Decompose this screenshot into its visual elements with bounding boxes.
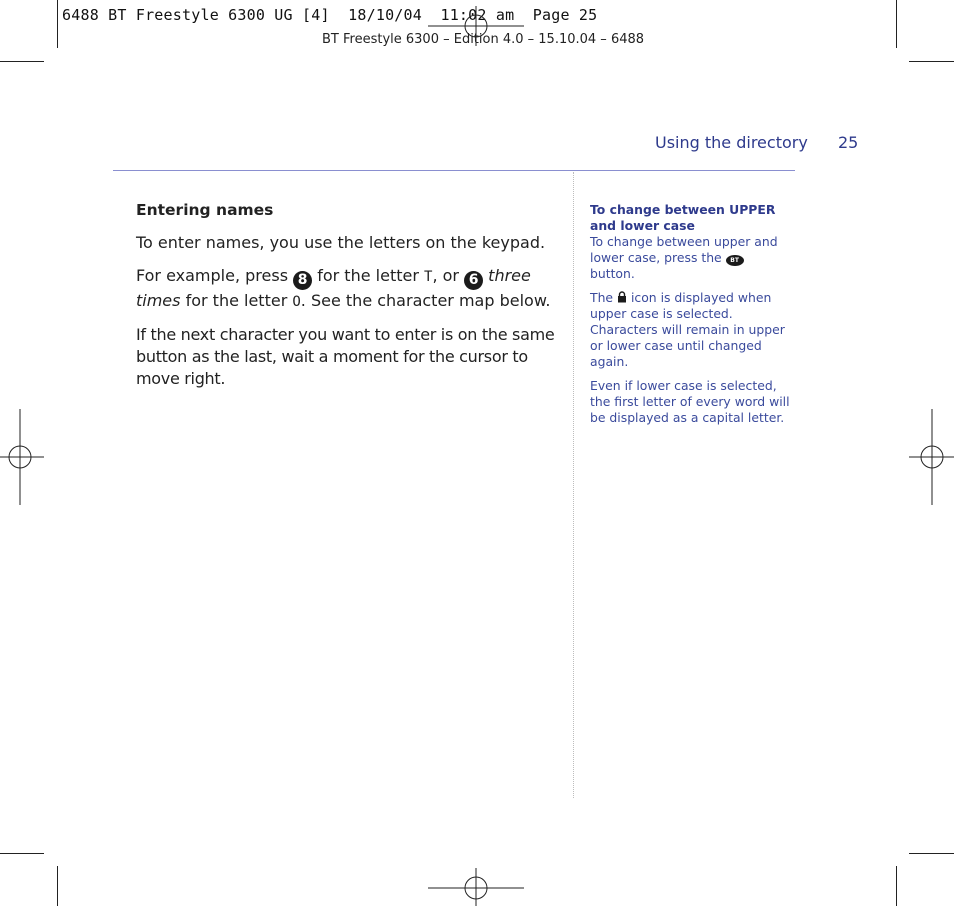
example-text-2: for the letter [317, 266, 419, 285]
sidebar-heading: To change between UPPER and lower case [590, 202, 776, 233]
sidebar-text-2: button. [590, 266, 635, 281]
lock-icon [617, 291, 627, 303]
paragraph-intro: To enter names, you use the letters on the keypad. [136, 233, 546, 252]
sidebar-text-3: The [590, 290, 614, 305]
sidebar-note [590, 202, 790, 434]
edition-line: BT Freestyle 6300 – Edition 4.0 – 15.10.04 – 6488 [322, 32, 645, 47]
print-slug: 6488 BT Freestyle 6300 UG [4] 18/10/04 11:02 am Page 25 [62, 6, 598, 24]
bt-button-icon: BT [726, 255, 744, 266]
column-divider [573, 172, 574, 798]
sidebar-text-4: icon is displayed when upper case is selected. Characters will remain in upper or lower case until changed again. [590, 290, 785, 369]
sidebar-text-1: To change between upper and lower case, press the [590, 234, 778, 265]
header-rule [113, 170, 795, 171]
key-6-icon: 6 [464, 271, 483, 290]
section-title: Using the directory [655, 133, 808, 152]
example-text-5: . See the character map below. [300, 291, 551, 310]
paragraph-example [136, 265, 566, 313]
example-text-4: for the letter [185, 291, 288, 310]
main-column [136, 199, 566, 401]
example-text-1: For example, press [136, 266, 289, 285]
key-8-icon: 8 [293, 271, 312, 290]
example-emphasis: three times [136, 266, 531, 310]
example-text-3: , or [432, 266, 459, 285]
page-number: 25 [838, 133, 859, 152]
sidebar-para-icon [590, 290, 790, 370]
letter-o: O [292, 294, 301, 310]
paragraph-same-button: If the next character you want to enter is on the same button as the last, wait a moment for the cursor to move right. [136, 325, 555, 388]
sidebar-para-capital: Even if lower case is selected, the first letter of every word will be displayed as a capital letter. [590, 378, 790, 425]
letter-t: T [424, 269, 433, 285]
sidebar-para-case [590, 234, 790, 282]
section-heading: Entering names [136, 201, 274, 219]
